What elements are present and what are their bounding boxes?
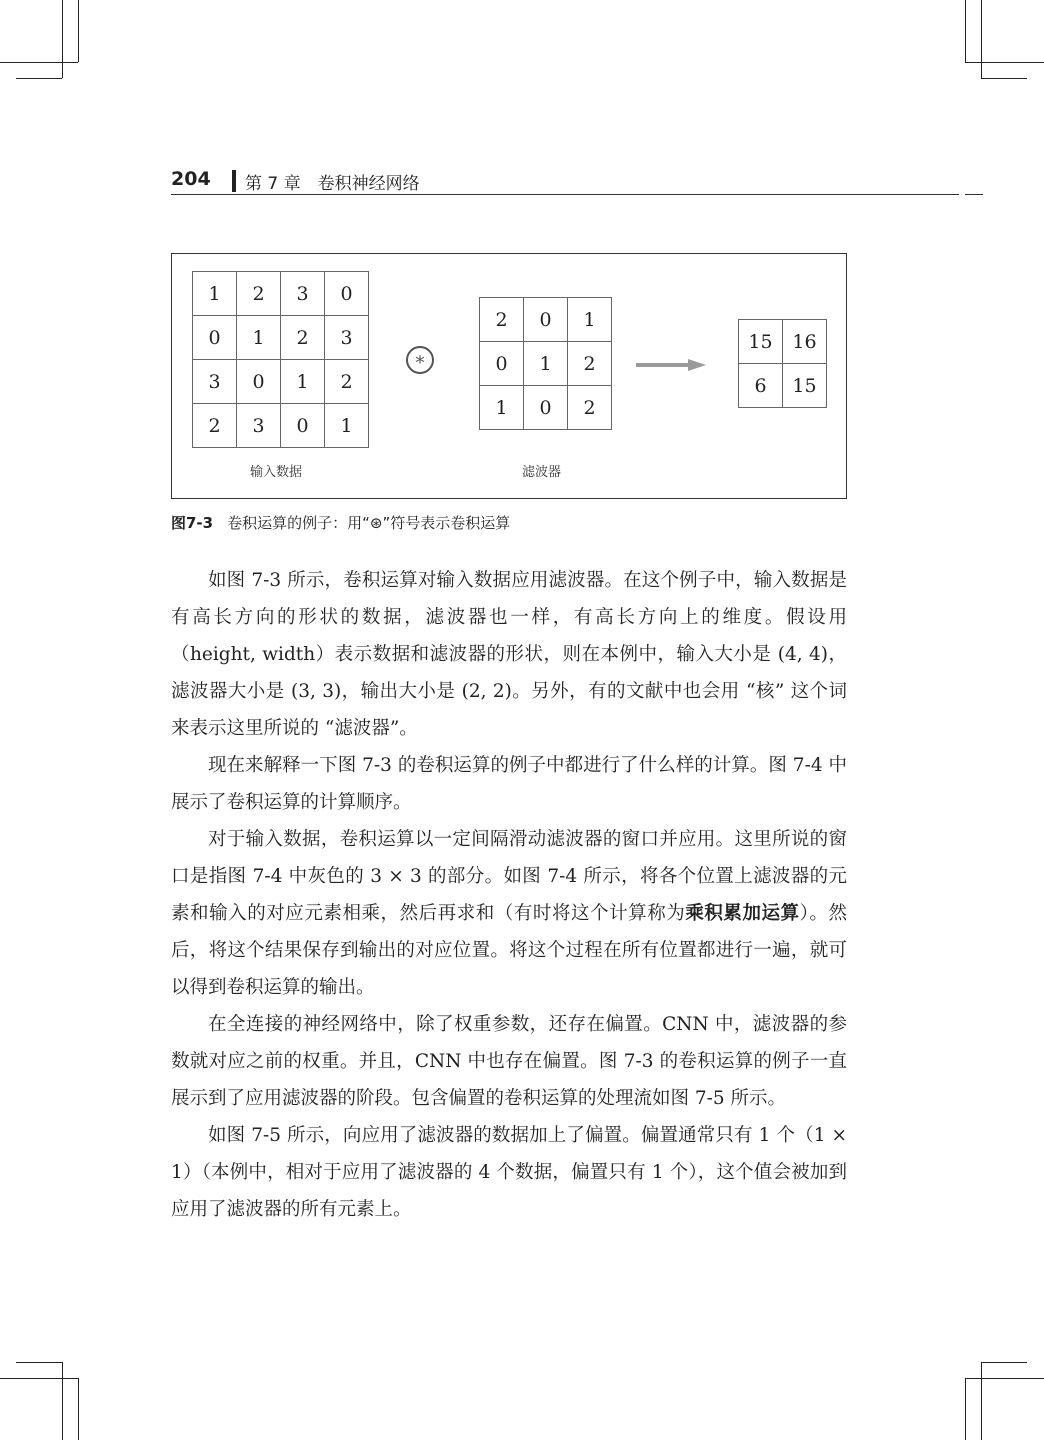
- header-bar: [232, 170, 236, 192]
- crop-mark: [78, 0, 79, 62]
- crop-mark: [0, 62, 78, 63]
- output-grid-row: [739, 364, 827, 408]
- crop-mark: [981, 78, 1027, 79]
- filter-grid-cell: 0: [524, 386, 568, 430]
- input-grid-cell: 3: [237, 404, 281, 448]
- output-grid-cell: 16: [783, 320, 827, 364]
- input-grid-cell: 1: [237, 316, 281, 360]
- body-paragraph: [171, 821, 847, 1006]
- crop-mark: [16, 1362, 62, 1363]
- paragraph-text: 如图 7-3 所示，卷积运算对输入数据应用滤波器。在这个例子中，输入数据是有高长方向的形状的数据，滤波器也一样，有高长方向上的维度。假设用（height, width）表示数据和滤波器的形状，则在本例中，输入大小是 (4, 4)，滤波器大小是 (3, 3)，输出大小是 (2, 2)。另外，有的文献中也会用 “核” 这个词来表示这里所说的 “滤波器”。: [171, 570, 847, 739]
- crop-mark: [981, 1362, 982, 1440]
- input-grid-cell: 2: [281, 316, 325, 360]
- bold-term: 乘积累加运算: [685, 903, 800, 924]
- figure-caption: [171, 512, 510, 533]
- input-grid-row: [193, 272, 369, 316]
- header-rule-tail: [965, 194, 983, 195]
- input-grid-row: [193, 404, 369, 448]
- crop-mark: [981, 0, 982, 78]
- header-rule: [171, 194, 959, 195]
- figure-caption-text: 卷积运算的例子：用“⊛”符号表示卷积运算: [227, 514, 511, 532]
- input-grid-cell: 0: [193, 316, 237, 360]
- filter-label: 滤波器: [522, 465, 562, 480]
- input-grid-row: [193, 360, 369, 404]
- filter-grid-cell: 0: [524, 298, 568, 342]
- filter-grid-row: [480, 342, 612, 386]
- output-grid-row: [739, 320, 827, 364]
- filter-grid-row: [480, 298, 612, 342]
- output-data-grid: [738, 319, 827, 408]
- input-grid-row: [193, 316, 369, 360]
- output-grid-cell: 15: [783, 364, 827, 408]
- input-grid-cell: 1: [325, 404, 369, 448]
- input-grid-cell: 3: [281, 272, 325, 316]
- input-grid-cell: 1: [193, 272, 237, 316]
- filter-grid-cell: 1: [568, 298, 612, 342]
- chapter-title: 第 7 章 卷积神经网络: [245, 174, 420, 194]
- input-grid-cell: 2: [193, 404, 237, 448]
- input-grid-cell: 0: [325, 272, 369, 316]
- paragraph-text: 现在来解释一下图 7-3 的卷积运算的例子中都进行了什么样的计算。图 7-4 中展示了卷积运算的计算顺序。: [171, 755, 847, 813]
- body-paragraph: [171, 562, 847, 747]
- paragraph-text: 在全连接的神经网络中，除了权重参数，还存在偏置。CNN 中，滤波器的参数就对应之前的权重。并且，CNN 中也存在偏置。图 7-3 的卷积运算的例子一直展示到了应用滤波器的阶段。包含偏置的卷积运算的处理流如图 7-5 所示。: [171, 1014, 847, 1109]
- body-paragraph: [171, 1006, 847, 1117]
- crop-mark: [965, 1378, 966, 1440]
- input-grid-cell: 0: [281, 404, 325, 448]
- body-paragraph: [171, 747, 847, 821]
- output-grid-cell: 15: [739, 320, 783, 364]
- crop-mark: [965, 1378, 1044, 1379]
- input-data-label: 输入数据: [250, 465, 303, 480]
- input-grid-cell: 0: [237, 360, 281, 404]
- input-data-grid: [192, 271, 369, 448]
- filter-grid-cell: 2: [568, 386, 612, 430]
- page-number: 204: [171, 168, 211, 190]
- filter-grid-row: [480, 386, 612, 430]
- input-grid-cell: 3: [193, 360, 237, 404]
- paragraph-text: 如图 7-5 所示，向应用了滤波器的数据加上了偏置。偏置通常只有 1 个（1 × 1）（本例中，相对于应用了滤波器的 4 个数据，偏置只有 1 个），这个值会被加到应用了滤波器的所有元素上。: [171, 1125, 847, 1220]
- convolution-operator-icon: ∗: [406, 346, 434, 374]
- page-header: [171, 168, 983, 198]
- input-grid-cell: 1: [281, 360, 325, 404]
- crop-mark: [62, 1362, 63, 1440]
- filter-grid-cell: 2: [480, 298, 524, 342]
- paragraph-text: 对于输入数据，卷积运算以一定间隔滑动滤波器的窗口并应用。这里所说的窗口是指图 7-4 中灰色的 3 × 3 的部分。如图 7-4 所示，将各个位置上滤波器的元素和输入的对应元素相乘，然后再求和（有时将这个计算称为: [171, 829, 847, 924]
- filter-grid-cell: 2: [568, 342, 612, 386]
- paragraph-text: ）。然后，将这个结果保存到输出的对应位置。将这个过程在所有位置都进行一遍，就可以得到卷积运算的输出。: [171, 903, 847, 998]
- input-grid-cell: 2: [325, 360, 369, 404]
- crop-mark: [965, 0, 966, 62]
- arrow-right-icon: [636, 358, 706, 372]
- figure-caption-id: 图7-3: [171, 514, 214, 532]
- convolution-figure: [171, 253, 847, 499]
- input-grid-cell: 2: [237, 272, 281, 316]
- filter-grid-cell: 1: [480, 386, 524, 430]
- filter-grid-cell: 1: [524, 342, 568, 386]
- crop-mark: [62, 0, 63, 78]
- input-grid-cell: 3: [325, 316, 369, 360]
- crop-mark: [78, 1378, 79, 1440]
- crop-mark: [981, 1362, 1027, 1363]
- crop-mark: [0, 1378, 78, 1379]
- body-text: [171, 562, 847, 1228]
- crop-mark: [16, 78, 62, 79]
- body-paragraph: [171, 1117, 847, 1228]
- output-grid-cell: 6: [739, 364, 783, 408]
- crop-mark: [965, 62, 1044, 63]
- filter-grid-cell: 0: [480, 342, 524, 386]
- filter-grid: [479, 297, 612, 430]
